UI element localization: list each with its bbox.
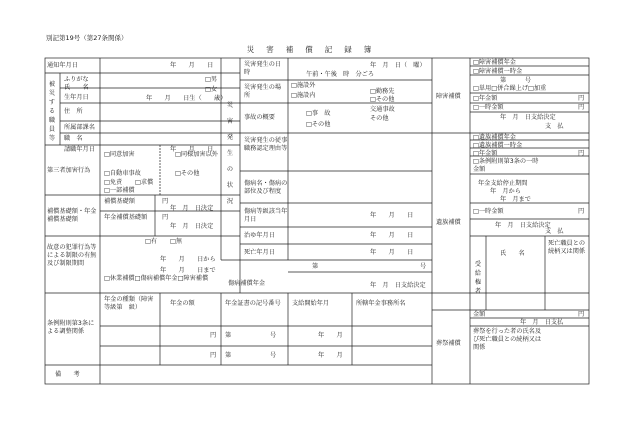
third-party-opt-1[interactable]: □同意加害	[104, 151, 135, 158]
row2-dai: 第	[225, 352, 232, 359]
funeral-yen: 円	[578, 311, 585, 318]
row2-yen: 円	[210, 352, 217, 359]
annuity-amount[interactable]: □年金額	[473, 95, 498, 102]
third-party-opt-4[interactable]: □その他	[175, 170, 200, 177]
accident[interactable]: □事 故	[306, 110, 331, 117]
intent-label: 故意の犯罪行為等による制限の有無及び制限期間	[47, 244, 97, 267]
pay-decision: 年 月 日支給決定	[500, 114, 556, 121]
annuity-decided: 年 月 日決定	[170, 223, 214, 230]
pension-amount: 年金の額	[170, 300, 195, 307]
third-party-opt-2[interactable]: □同様加害以外	[175, 151, 218, 158]
post-label: 職 名	[64, 135, 83, 142]
disability-label: 障害補償	[436, 93, 461, 100]
beneficiary-name: 氏 名	[500, 250, 525, 257]
pay-start: 支給開始年月	[292, 300, 330, 307]
funeral-pay-date: 年 月 日支払	[520, 319, 564, 326]
summary-label: 事故の概要	[244, 114, 275, 121]
pay: 支 払	[545, 123, 564, 130]
comp-yen: 円	[162, 198, 169, 205]
victim-vertical-label: 被災する職員等	[48, 81, 56, 142]
survivor-opt-1[interactable]: □遺族補償年金	[473, 134, 516, 141]
injury-annuity-label: 傷病補償年金	[228, 280, 266, 287]
survivor-opt-2[interactable]: □遺族補償一時金	[473, 142, 523, 149]
grade-value: 年 月 日	[370, 212, 414, 219]
survivor-pay: 支 払	[545, 228, 564, 235]
third-party-opt-5[interactable]: □免責	[104, 179, 123, 186]
commute-yes[interactable]: □勤務先	[370, 88, 395, 95]
place-label: 災害発生の場所	[244, 84, 282, 99]
notify-date-label: 通知年月日	[47, 62, 78, 69]
cert-no: 年金証書の記号番号	[225, 300, 281, 307]
traffic-other: その他	[370, 115, 389, 122]
cure-value: 年 月 日	[370, 232, 414, 239]
row1-go: 号	[270, 332, 277, 339]
third-party-opt-6[interactable]: □求償	[135, 179, 154, 186]
intent-yes[interactable]: □有	[145, 238, 158, 245]
name-label: 氏 名	[64, 84, 89, 91]
art3-label: 条例附則第3条による調整関係	[47, 320, 95, 335]
place-out[interactable]: □施設外	[291, 82, 316, 89]
funeral-label: 葬祭補償	[436, 340, 461, 347]
advance-label: 年金支給停止期間	[478, 180, 528, 187]
request-date-value: 年 月 日	[170, 146, 214, 153]
lump-sum[interactable]: □一時金額	[473, 104, 504, 111]
row2-go: 号	[270, 352, 277, 359]
row1-ym: 年 月	[318, 332, 343, 339]
lump-yen: 円	[578, 104, 585, 111]
annuity-yen: 円	[162, 214, 169, 221]
row1-yen: 円	[210, 332, 217, 339]
survivor-label: 遺族補償	[436, 219, 461, 226]
intent-until: 年 月 日まで	[160, 267, 216, 274]
advance-to: 年 月まで	[500, 196, 531, 203]
male-checkbox[interactable]: □男	[205, 76, 218, 83]
occur-time-value: 午前・午後 時 分ごろ	[306, 71, 375, 78]
form-reference: 別記第19号（第27条関係）	[46, 34, 128, 42]
death-value: 年 月 日	[370, 249, 414, 256]
occur-date-label: 災害発生の日時	[244, 61, 282, 76]
office: 所轄年金事務所名	[356, 300, 406, 307]
survivor-art3[interactable]: □条例附則第3条の一時金額	[473, 158, 539, 173]
female-checkbox[interactable]: □女	[205, 86, 218, 93]
furigana-label: ふりがな	[64, 76, 89, 83]
place-in[interactable]: □施設内	[291, 92, 316, 99]
survivor-pay-decision: 年 月 日支給決定	[495, 222, 551, 229]
page-title: 災害補償記録簿	[246, 45, 384, 54]
cert-reason-label: 災害発生の従事職務認定理由等	[244, 137, 288, 152]
beneficiary-relation: 死亡職員との続柄又は関係	[548, 240, 586, 255]
annuity-base: 年金補償基礎額	[104, 214, 148, 221]
injury-annuity-dai: 第	[312, 263, 319, 270]
intent-no[interactable]: □無	[170, 238, 183, 245]
injury-annuity-go: 号	[420, 263, 427, 270]
disability-opt-1[interactable]: □障害補償年金	[473, 59, 516, 66]
remarks-label: 備 考	[55, 371, 80, 378]
pension-type: 年金の種類（障害等級第 級）	[104, 296, 154, 311]
grade-label: 傷病等級該当年月日	[244, 208, 288, 223]
cure-label: 治ゆ年月日	[244, 232, 275, 239]
intent-from: 年 月 日から	[160, 256, 216, 263]
third-party-label: 第三者加害行為	[47, 167, 91, 174]
row2-ym: 年 月	[318, 352, 343, 359]
affiliation-label: 所属部課名	[64, 124, 95, 131]
other[interactable]: □その他	[306, 121, 331, 128]
occur-vertical-label: 災害発生の状況	[226, 102, 234, 205]
address-label: 住 所	[64, 108, 83, 115]
commute-no[interactable]: □その他	[370, 96, 395, 103]
funeral-amount: 金額	[473, 311, 486, 318]
survivor-annuity-yen: 円	[578, 150, 585, 157]
birth-label: 生年月日	[64, 94, 89, 101]
comp-decided: 年 月 日決定	[170, 205, 214, 212]
birth-value: 年 月 日生（ 歳）	[146, 95, 227, 102]
survivor-annuity[interactable]: □年金額	[473, 150, 498, 157]
intent-holiday: □休業補償□傷病補償年金□障害補償	[104, 275, 209, 282]
injury-annuity-decision: 年 月 日支給決定	[370, 282, 426, 289]
request-date-label: 請職年月日	[64, 146, 95, 153]
row1-dai: 第	[225, 332, 232, 339]
survivor-lump[interactable]: □一時金額	[473, 208, 504, 215]
annuity-yen: 円	[578, 95, 585, 102]
advance-from: 年 月から	[490, 188, 521, 195]
survivor-lump-yen: 円	[578, 208, 585, 215]
comp-base: 補償基礎額	[104, 198, 135, 205]
third-party-opt-7[interactable]: □一部補償	[104, 187, 135, 194]
traffic: 交通事故	[370, 106, 395, 113]
disability-dai-go: 第 号	[500, 77, 531, 84]
disability-kind[interactable]: □単用□併合繰上げ□加重	[473, 85, 547, 92]
notify-date-value: 年 月 日	[170, 62, 214, 69]
disability-opt-2[interactable]: □障害補償一時金	[473, 68, 523, 75]
comp-base-label: 補償基礎額・年金補償基礎額	[47, 208, 97, 223]
injury-label: 傷病名・傷病の部位及び程度	[244, 180, 288, 195]
occur-date-value: 年 月 日（ 曜）	[370, 62, 426, 69]
funeral-person: 葬祭を行った者の氏名及び死亡職員との続柄又は関係	[473, 328, 542, 351]
beneficiary-vertical-label: 受給権者	[474, 261, 482, 295]
third-party-opt-3[interactable]: □自動車事故	[104, 170, 141, 177]
death-label: 死亡年月日	[244, 249, 275, 256]
